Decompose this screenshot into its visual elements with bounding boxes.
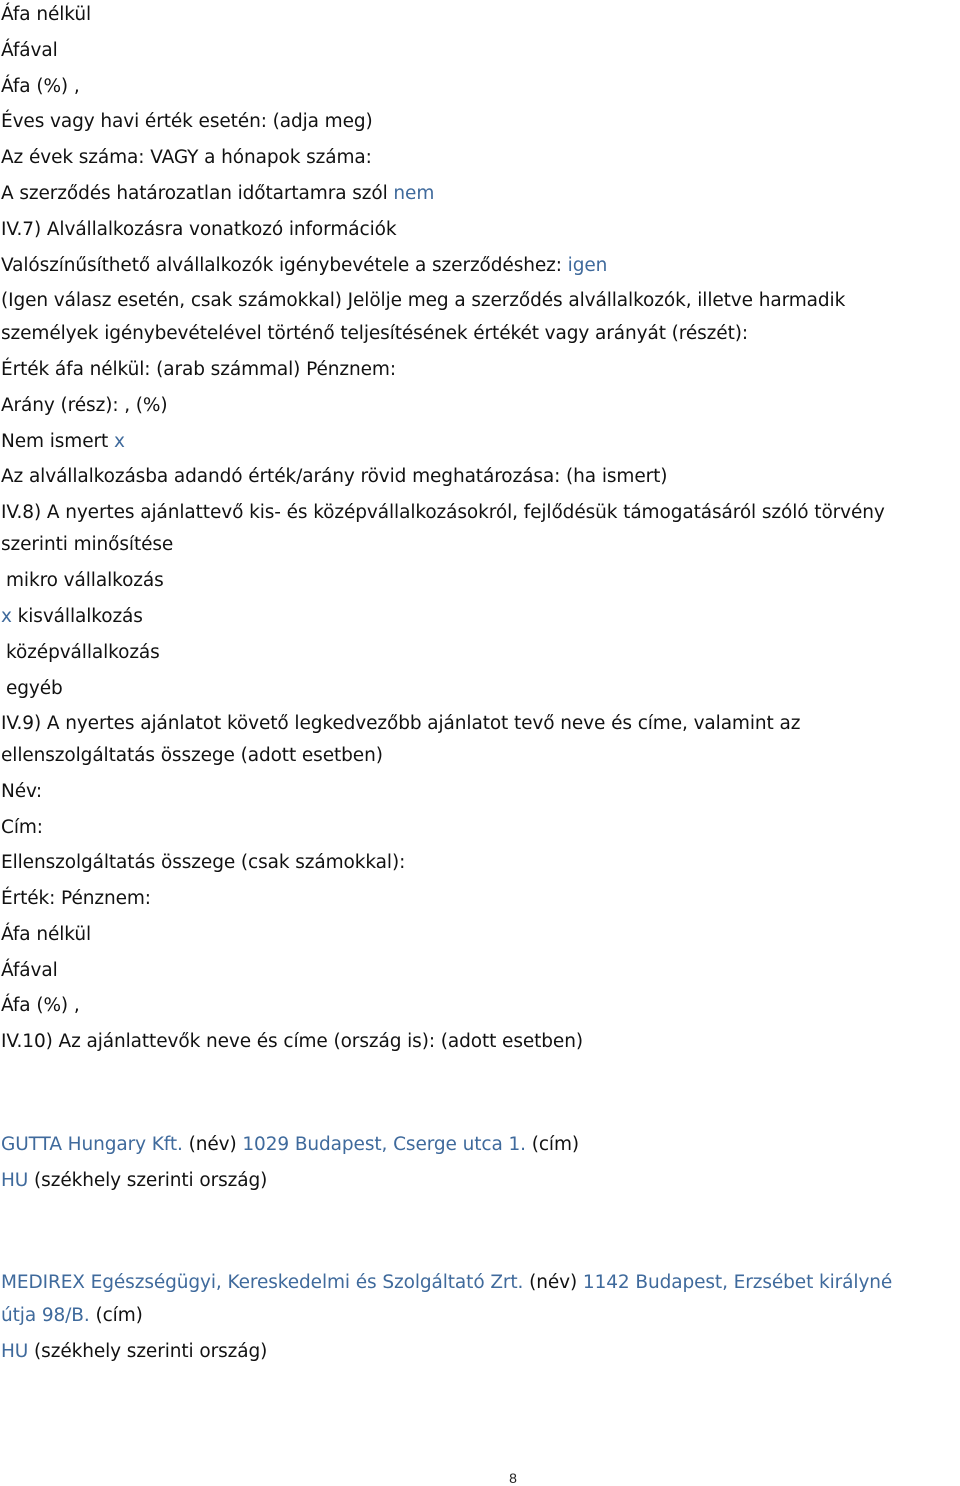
page-number: 8 [509,1470,517,1486]
text-line [1,183,434,205]
text-line: (Igen válasz esetén, csak számokkal) Jelölje meg a szerződés alvállalkozók, illetve harmadik [1,290,846,311]
checkbox-mark: x [113,431,125,452]
bidder-country: HU [1,1341,29,1362]
country-tag: (székhely szerinti ország) [34,1170,268,1191]
text-line: személyek igénybevételével történő teljesítésének értékét vagy arányát (részét): [1,323,748,344]
bidder-country-line [1,1170,267,1192]
bidder-name-line [1,1272,892,1294]
text-line: Név: [1,781,42,802]
text-line: Áfa nélkül [1,4,91,25]
text-line [1,431,125,453]
bidder-address-cont: útja 98/B. [1,1305,90,1326]
option-item: mikro vállalkozás [6,570,164,591]
option-label: kisvállalkozás [17,606,143,627]
text-line: Az évek száma: VAGY a hónapok száma: [1,147,372,168]
text-line: Érték áfa nélkül: (arab számmal) Pénznem: [1,359,396,380]
text-line: Érték: Pénznem: [1,888,151,909]
option-item: középvállalkozás [6,642,160,663]
text-line: ellenszolgáltatás összege (adott esetben) [1,745,383,766]
text-line: Áfa (%) , [1,76,80,97]
name-tag: (név) [188,1134,237,1155]
bidder-name: MEDIREX Egészségügyi, Kereskedelmi és Szolgáltató Zrt. [1,1272,524,1293]
section-heading: IV.8) A nyertes ajánlattevő kis- és középvállalkozásokról, fejlődésük támogatásáról szóló törvény [1,502,885,523]
section-heading: IV.7) Alvállalkozásra vonatkozó információk [1,219,397,240]
checkbox-mark: x [1,606,12,627]
text-line: Az alvállalkozásba adandó érték/arány rövid meghatározása: (ha ismert) [1,466,668,487]
address-tag: (cím) [95,1305,143,1326]
text-segment: Nem ismert [1,431,109,452]
bidder-address-line [1,1305,143,1327]
address-tag: (cím) [531,1134,580,1155]
bidder-country: HU [1,1170,29,1191]
section-heading: IV.10) Az ajánlattevők neve és címe (ország is): (adott esetben) [1,1031,583,1052]
country-tag: (székhely szerinti ország) [34,1341,268,1362]
text-line: Arány (rész): , (%) [1,395,168,416]
option-item: egyéb [6,678,63,699]
text-line: Éves vagy havi érték esetén: (adja meg) [1,111,373,132]
text-line [1,255,607,277]
option-item [1,606,143,628]
section-heading: IV.9) A nyertes ajánlatot követő legkedvezőbb ajánlatot tevő neve és címe, valamint az [1,713,801,734]
text-line: Áfa nélkül [1,924,91,945]
text-line: Cím: [1,817,43,838]
text-segment: A szerződés határozatlan időtartamra szól [1,183,388,204]
answer-value: nem [393,183,435,204]
bidder-name: GUTTA Hungary Kft. [1,1134,183,1155]
bidder-address: 1142 Budapest, Erzsébet királyné [582,1272,893,1293]
answer-value: igen [567,255,608,276]
bidder-name-line [1,1134,579,1156]
text-line: Ellenszolgáltatás összege (csak számokkal): [1,852,406,873]
bidder-address: 1029 Budapest, Cserge utca 1. [242,1134,526,1155]
text-line: Áfával [1,40,58,61]
text-segment: Valószínűsíthető alvállalkozók igénybevétele a szerződéshez: [1,255,562,276]
text-line: szerinti minősítése [1,534,174,555]
text-line: Áfa (%) , [1,995,80,1016]
bidder-country-line [1,1341,267,1363]
name-tag: (név) [529,1272,578,1293]
text-line: Áfával [1,960,58,981]
